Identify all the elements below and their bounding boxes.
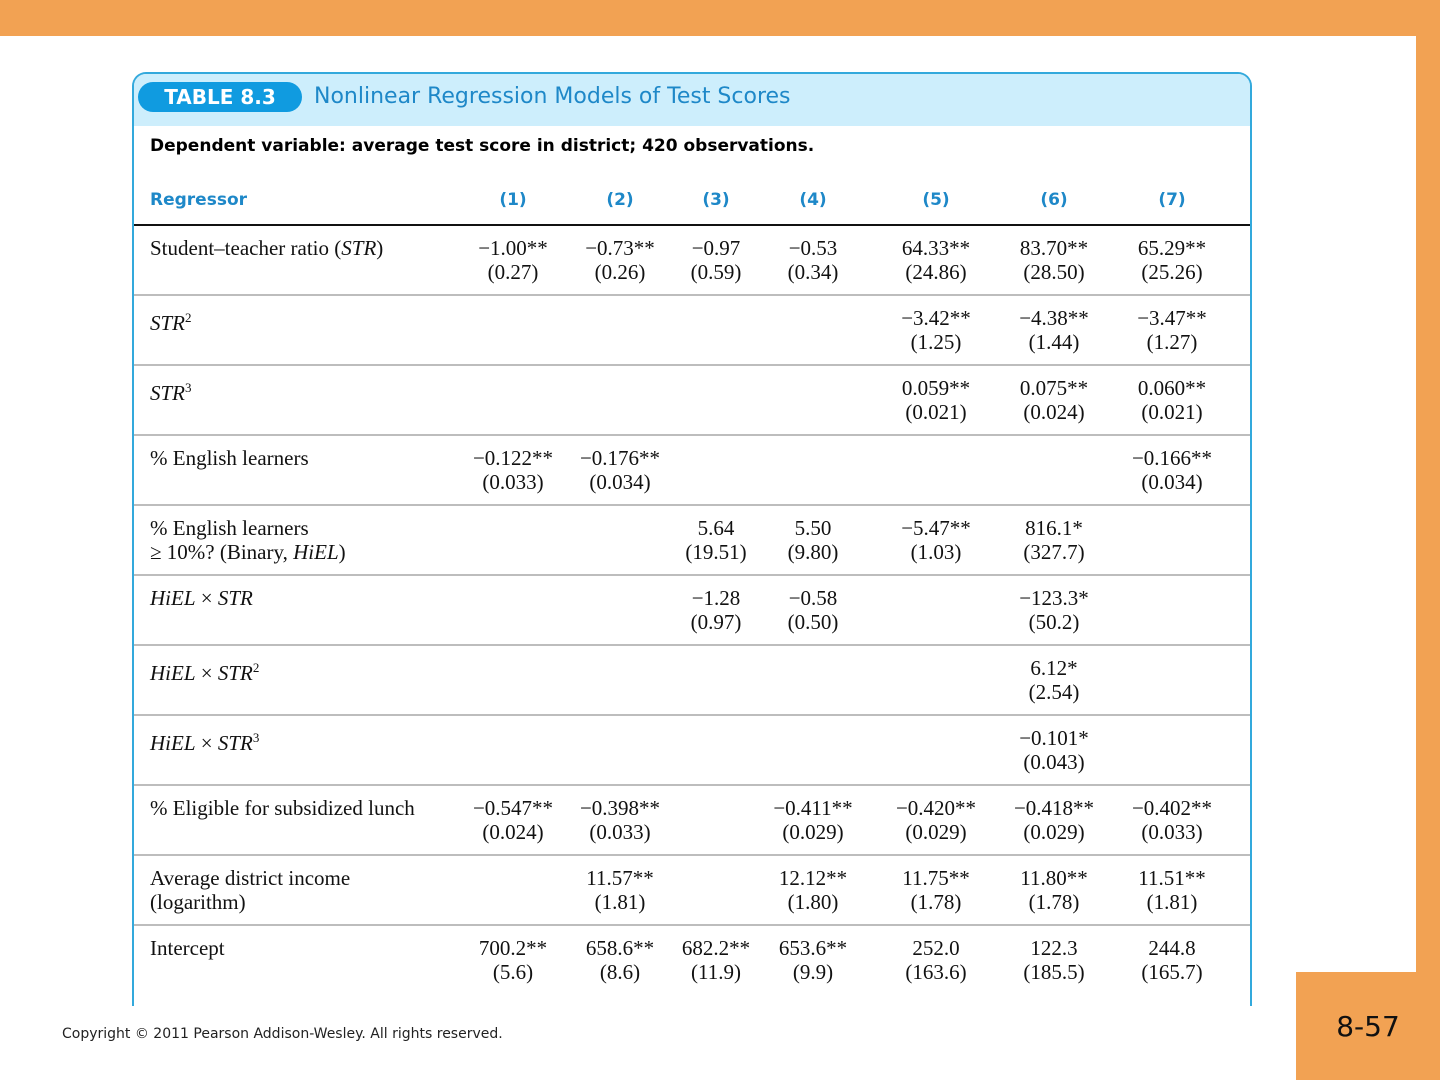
standard-error: (1.03) bbox=[910, 540, 962, 564]
coefficient-cell bbox=[1020, 236, 1088, 284]
row-divider bbox=[134, 644, 1250, 646]
standard-error: (0.033) bbox=[1141, 820, 1203, 844]
coefficient-estimate: 122.3 bbox=[1030, 936, 1078, 960]
standard-error: (0.50) bbox=[787, 610, 839, 634]
column-header: (6) bbox=[1040, 190, 1068, 210]
standard-error: (0.034) bbox=[589, 470, 651, 494]
coefficient-estimate: 6.12* bbox=[1030, 656, 1078, 680]
coefficient-estimate: −3.42** bbox=[901, 306, 971, 330]
column-header: (3) bbox=[702, 190, 730, 210]
coefficient-estimate: 12.12** bbox=[778, 866, 848, 890]
coefficient-cell bbox=[1132, 796, 1212, 844]
column-header: (5) bbox=[922, 190, 950, 210]
coefficient-cell bbox=[901, 516, 971, 564]
coefficient-estimate: 83.70** bbox=[1019, 236, 1089, 260]
standard-error: (5.6) bbox=[492, 960, 534, 984]
coefficient-cell bbox=[1132, 446, 1212, 494]
header-rule bbox=[134, 224, 1250, 226]
coefficient-estimate: 0.075** bbox=[1019, 376, 1089, 400]
coefficient-cell bbox=[473, 796, 553, 844]
coefficient-cell bbox=[901, 306, 971, 354]
coefficient-estimate: −0.97 bbox=[691, 236, 741, 260]
coefficient-estimate: 244.8 bbox=[1148, 936, 1196, 960]
standard-error: (0.034) bbox=[1141, 470, 1203, 494]
regression-table bbox=[132, 72, 1252, 1006]
coefficient-cell bbox=[1029, 656, 1080, 704]
coefficient-cell bbox=[1014, 796, 1094, 844]
coefficient-cell bbox=[1138, 236, 1206, 284]
coefficient-cell bbox=[905, 936, 966, 984]
row-divider bbox=[134, 924, 1250, 926]
coefficient-cell bbox=[902, 376, 970, 424]
row-label: HiEL × $STR^2$ bbox=[150, 660, 260, 685]
standard-error: (0.27) bbox=[487, 260, 539, 284]
coefficient-cell bbox=[773, 796, 852, 844]
coefficient-estimate: −0.411** bbox=[773, 796, 853, 820]
coefficient-cell bbox=[1023, 936, 1084, 984]
coefficient-estimate: −3.47** bbox=[1137, 306, 1207, 330]
standard-error: (0.024) bbox=[482, 820, 544, 844]
coefficient-estimate: 816.1* bbox=[1025, 516, 1083, 540]
standard-error: (0.26) bbox=[594, 260, 646, 284]
coefficient-estimate: 0.060** bbox=[1137, 376, 1207, 400]
coefficient-cell bbox=[1138, 866, 1205, 914]
row-label: Student–teacher ratio (STR) bbox=[150, 236, 384, 260]
row-divider bbox=[134, 294, 1250, 296]
coefficient-estimate: −0.398** bbox=[579, 796, 661, 820]
coefficient-cell bbox=[1019, 726, 1089, 774]
coefficient-cell bbox=[478, 236, 548, 284]
coefficient-cell bbox=[902, 866, 969, 914]
standard-error: (24.86) bbox=[905, 260, 967, 284]
row-label: Average district income (logarithm) bbox=[150, 866, 351, 914]
standard-error: (1.78) bbox=[910, 890, 962, 914]
copyright-notice: Copyright © 2011 Pearson Addison-Wesley. All rights reserved. bbox=[62, 1026, 503, 1042]
coefficient-cell bbox=[779, 866, 847, 914]
column-header: (7) bbox=[1158, 190, 1186, 210]
standard-error: (1.78) bbox=[1028, 890, 1080, 914]
coefficient-estimate: 65.29** bbox=[1137, 236, 1207, 260]
coefficient-estimate: 11.80** bbox=[1020, 866, 1088, 890]
standard-error: (0.029) bbox=[782, 820, 844, 844]
row-divider bbox=[134, 574, 1250, 576]
coefficient-cell bbox=[1138, 376, 1206, 424]
coefficient-estimate: −4.38** bbox=[1019, 306, 1089, 330]
standard-error: (0.021) bbox=[1141, 400, 1203, 424]
row-label: % English learners bbox=[150, 446, 309, 470]
standard-error: (50.2) bbox=[1028, 610, 1080, 634]
coefficient-estimate: −0.58 bbox=[788, 586, 838, 610]
coefficient-estimate: −1.00** bbox=[478, 236, 548, 260]
coefficient-cell bbox=[1137, 306, 1207, 354]
regressor-header: Regressor bbox=[150, 190, 248, 210]
standard-error: (11.9) bbox=[691, 960, 741, 984]
standard-error: (0.34) bbox=[787, 260, 839, 284]
standard-error: (0.97) bbox=[690, 610, 742, 634]
standard-error: (2.54) bbox=[1028, 680, 1080, 704]
coefficient-estimate: −0.418** bbox=[1013, 796, 1095, 820]
row-label: HiEL × STR bbox=[150, 586, 253, 610]
coefficient-cell bbox=[1141, 936, 1202, 984]
standard-error: (9.9) bbox=[792, 960, 834, 984]
coefficient-estimate: −0.166** bbox=[1131, 446, 1213, 470]
standard-error: (165.7) bbox=[1141, 960, 1203, 984]
coefficient-estimate: 5.50 bbox=[794, 516, 832, 540]
standard-error: (1.80) bbox=[787, 890, 839, 914]
coefficient-cell bbox=[691, 586, 742, 634]
coefficient-estimate: 653.6** bbox=[778, 936, 848, 960]
coefficient-cell bbox=[1019, 586, 1089, 634]
standard-error: (9.80) bbox=[787, 540, 839, 564]
coefficient-cell bbox=[788, 586, 839, 634]
row-label: STR$^2$ bbox=[150, 310, 192, 335]
coefficient-estimate: −0.122** bbox=[472, 446, 554, 470]
row-divider bbox=[134, 854, 1250, 856]
coefficient-estimate: −5.47** bbox=[901, 516, 971, 540]
row-label: % Eligible for subsidized lunch bbox=[150, 796, 415, 820]
coefficient-cell bbox=[691, 236, 742, 284]
coefficient-cell bbox=[473, 446, 553, 494]
coefficient-cell bbox=[902, 236, 970, 284]
table-number-badge: TABLE 8.3 bbox=[138, 82, 302, 112]
standard-error: (0.029) bbox=[905, 820, 967, 844]
coefficient-estimate: 252.0 bbox=[912, 936, 960, 960]
coefficient-estimate: −0.547** bbox=[472, 796, 554, 820]
standard-error: (28.50) bbox=[1023, 260, 1085, 284]
right-accent-bar bbox=[1416, 0, 1440, 1080]
coefficient-cell bbox=[1019, 306, 1089, 354]
coefficient-estimate: 11.57** bbox=[586, 866, 654, 890]
coefficient-estimate: 11.75** bbox=[902, 866, 970, 890]
row-divider bbox=[134, 784, 1250, 786]
row-label: HiEL × $STR^3$ bbox=[150, 730, 260, 755]
coefficient-estimate: −0.53 bbox=[788, 236, 838, 260]
standard-error: (8.6) bbox=[599, 960, 641, 984]
coefficient-estimate: 11.51** bbox=[1138, 866, 1206, 890]
standard-error: (1.81) bbox=[594, 890, 646, 914]
standard-error: (1.25) bbox=[910, 330, 962, 354]
standard-error: (0.033) bbox=[589, 820, 651, 844]
standard-error: (1.44) bbox=[1028, 330, 1080, 354]
standard-error: (163.6) bbox=[905, 960, 967, 984]
standard-error: (25.26) bbox=[1141, 260, 1203, 284]
coefficient-cell bbox=[586, 866, 653, 914]
coefficient-estimate: 700.2** bbox=[478, 936, 548, 960]
standard-error: (0.021) bbox=[905, 400, 967, 424]
coefficient-cell bbox=[1020, 866, 1087, 914]
standard-error: (0.029) bbox=[1023, 820, 1085, 844]
coefficient-cell bbox=[585, 236, 655, 284]
column-header: (1) bbox=[499, 190, 527, 210]
coefficient-cell bbox=[1020, 376, 1088, 424]
row-divider bbox=[134, 504, 1250, 506]
coefficient-estimate: 658.6** bbox=[585, 936, 655, 960]
coefficient-cell bbox=[586, 936, 654, 984]
top-accent-bar bbox=[0, 0, 1440, 36]
dependent-variable-note: Dependent variable: average test score in district; 420 observations. bbox=[150, 136, 815, 156]
table-title: Nonlinear Regression Models of Test Scores bbox=[314, 84, 791, 109]
standard-error: (0.043) bbox=[1023, 750, 1085, 774]
row-label: Intercept bbox=[150, 936, 225, 960]
coefficient-estimate: −0.101* bbox=[1019, 726, 1089, 750]
coefficient-cell bbox=[685, 516, 746, 564]
column-header: (2) bbox=[606, 190, 634, 210]
coefficient-cell bbox=[682, 936, 750, 984]
row-label: STR$^3$ bbox=[150, 380, 192, 405]
coefficient-estimate: 682.2** bbox=[681, 936, 751, 960]
coefficient-cell bbox=[788, 236, 839, 284]
standard-error: (327.7) bbox=[1023, 540, 1085, 564]
coefficient-cell bbox=[1023, 516, 1084, 564]
coefficient-cell bbox=[580, 446, 660, 494]
coefficient-cell bbox=[896, 796, 976, 844]
coefficient-cell bbox=[479, 936, 547, 984]
coefficient-estimate: 64.33** bbox=[901, 236, 971, 260]
standard-error: (0.59) bbox=[690, 260, 742, 284]
coefficient-estimate: −0.402** bbox=[1131, 796, 1213, 820]
row-divider bbox=[134, 714, 1250, 716]
coefficient-cell bbox=[779, 936, 847, 984]
standard-error: (0.033) bbox=[482, 470, 544, 494]
row-divider bbox=[134, 434, 1250, 436]
coefficient-estimate: 0.059** bbox=[901, 376, 971, 400]
coefficient-estimate: −1.28 bbox=[691, 586, 741, 610]
coefficient-cell bbox=[580, 796, 660, 844]
coefficient-cell bbox=[788, 516, 839, 564]
page-number: 8-57 bbox=[1296, 972, 1440, 1080]
coefficient-estimate: −0.73** bbox=[585, 236, 655, 260]
standard-error: (1.27) bbox=[1146, 330, 1198, 354]
standard-error: (1.81) bbox=[1146, 890, 1198, 914]
row-label: % English learners ≥ 10%? (Binary, HiEL) bbox=[150, 516, 346, 564]
standard-error: (185.5) bbox=[1023, 960, 1085, 984]
standard-error: (19.51) bbox=[685, 540, 747, 564]
coefficient-estimate: −0.176** bbox=[579, 446, 661, 470]
coefficient-estimate: −0.420** bbox=[895, 796, 977, 820]
coefficient-estimate: 5.64 bbox=[697, 516, 735, 540]
standard-error: (0.024) bbox=[1023, 400, 1085, 424]
coefficient-estimate: −123.3* bbox=[1019, 586, 1089, 610]
row-divider bbox=[134, 364, 1250, 366]
column-header: (4) bbox=[799, 190, 827, 210]
